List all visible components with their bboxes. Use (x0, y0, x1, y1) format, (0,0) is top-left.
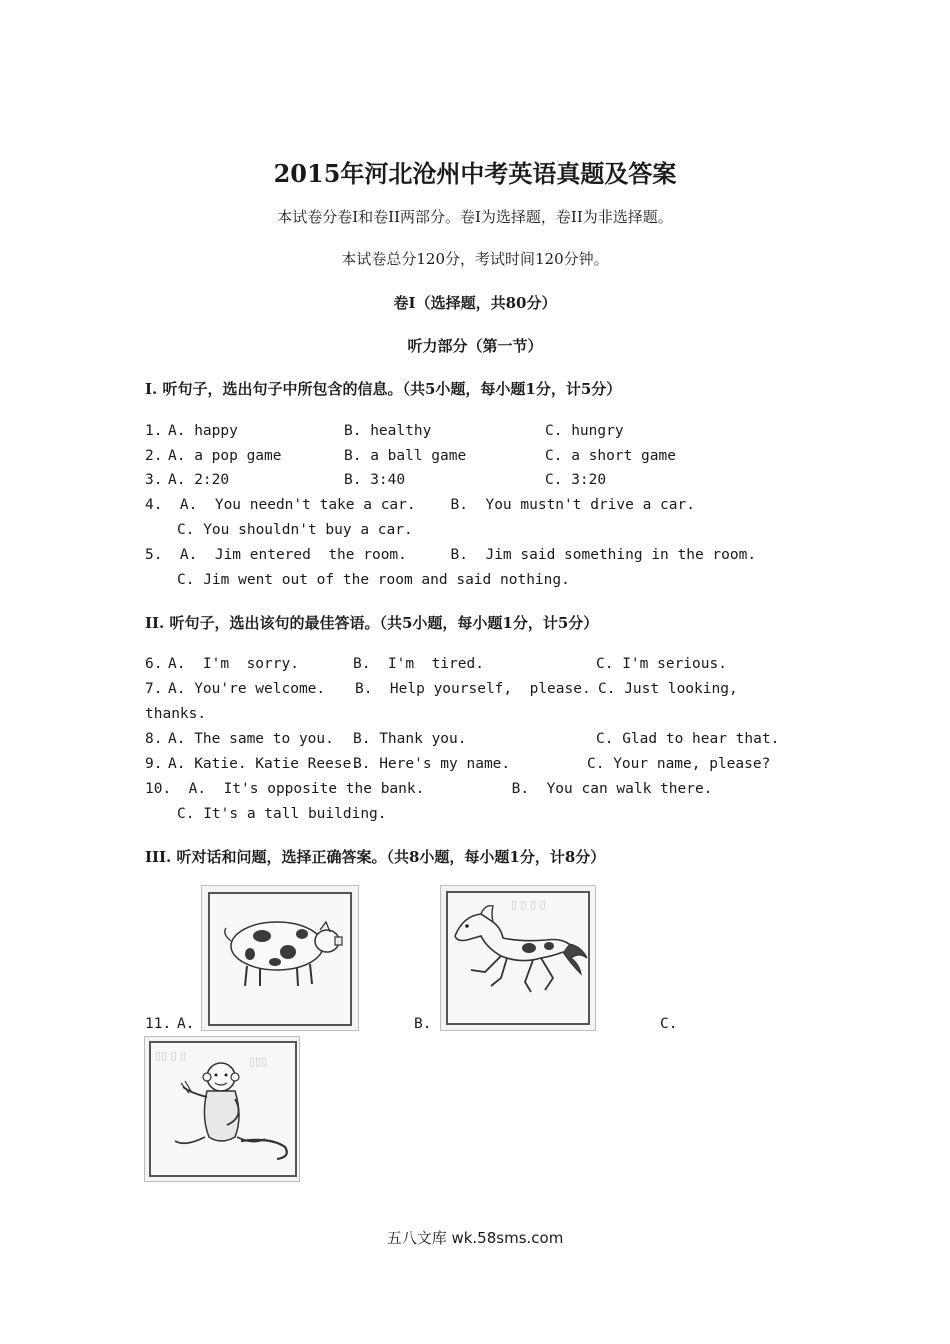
q9-option-b: B. Here's my name. (353, 756, 511, 772)
q6-option-b: B. I'm tired. (353, 656, 484, 672)
section2-heading: II. 听句子，选出该句的最佳答语。（共5小题，每小题1分，计5分） (145, 614, 599, 632)
horse-picture (440, 885, 596, 1031)
q3-option-b: B. 3:40 (344, 472, 406, 488)
q9-number: 9. (145, 756, 163, 772)
q4-line-2: C. You shouldn't buy a car. (177, 522, 413, 538)
q3-option-a: A. 2:20 (168, 472, 230, 488)
section1-heading: I. 听句子，选出句子中所包含的信息。（共5小题，每小题1分，计5分） (145, 380, 622, 398)
monkey-icon (145, 1037, 299, 1181)
q7-number: 7. (145, 681, 163, 697)
pig-picture (201, 885, 359, 1031)
q5-line-2: C. Jim went out of the room and said nothing. (177, 572, 570, 588)
q1-option-b: B. healthy (344, 423, 432, 439)
ghost-text: ▯▯▯ (249, 1055, 268, 1068)
q11-number: 11. (145, 1016, 172, 1032)
q11-option-b: B. (414, 1016, 432, 1032)
part1-heading: 卷I（选择题，共80分） (393, 294, 557, 312)
q5-line-1: 5. A. Jim entered the room. B. Jim said something in the room. (145, 547, 757, 563)
q7-option-a: A. You're welcome. (168, 681, 326, 697)
q2-option-a: A. a pop game (168, 448, 282, 464)
q7-option-c-continued: thanks. (145, 706, 207, 722)
q9-option-c: C. Your name, please? (587, 756, 771, 772)
intro-line-1: 本试卷分卷I和卷II两部分。卷I为选择题，卷II为非选择题。 (277, 208, 673, 226)
footer-watermark: 五八文库 wk.58sms.com (386, 1229, 564, 1247)
intro-line-2: 本试卷总分120分，考试时间120分钟。 (341, 250, 609, 268)
q10-line-2: C. It's a tall building. (177, 806, 387, 822)
q10-line-1: 10. A. It's opposite the bank. B. You can walk there. (145, 781, 713, 797)
ghost-text: ▯▯ ▯ ▯ (155, 1049, 187, 1062)
q2-option-b: B. a ball game (344, 448, 467, 464)
q9-option-a: A. Katie. Katie Reese. (168, 756, 361, 772)
q2-number: 2. (145, 448, 163, 464)
q4-line-1: 4. A. You needn't take a car. B. You mustn't drive a car. (145, 497, 695, 513)
listening-heading: 听力部分（第一节） (407, 337, 543, 355)
q1-option-a: A. happy (168, 423, 238, 439)
q1-option-c: C. hungry (545, 423, 624, 439)
q7-option-c: C. Just looking, (598, 681, 738, 697)
q8-option-c: C. Glad to hear that. (596, 731, 780, 747)
section3-heading: III. 听对话和问题，选择正确答案。（共8小题，每小题1分，计8分） (145, 848, 606, 866)
q8-option-a: A. The same to you. (168, 731, 334, 747)
horse-icon (441, 886, 595, 1030)
page-title: 2015年河北沧州中考英语真题及答案 (273, 159, 677, 188)
q3-number: 3. (145, 472, 163, 488)
q1-number: 1. (145, 423, 163, 439)
q8-number: 8. (145, 731, 163, 747)
q6-number: 6. (145, 656, 163, 672)
q8-option-b: B. Thank you. (353, 731, 467, 747)
q3-option-c: C. 3:20 (545, 472, 607, 488)
q11-option-c: C. (660, 1016, 678, 1032)
q6-option-a: A. I'm sorry. (168, 656, 299, 672)
q6-option-c: C. I'm serious. (596, 656, 727, 672)
monkey-picture (144, 1036, 300, 1182)
ghost-text: ▯ ▯ ▯ ▯ (511, 898, 546, 911)
q7-option-b: B. Help yourself, please. (355, 681, 591, 697)
q2-option-c: C. a short game (545, 448, 676, 464)
q11-option-a: A. (177, 1016, 195, 1032)
pig-icon (202, 886, 358, 1030)
